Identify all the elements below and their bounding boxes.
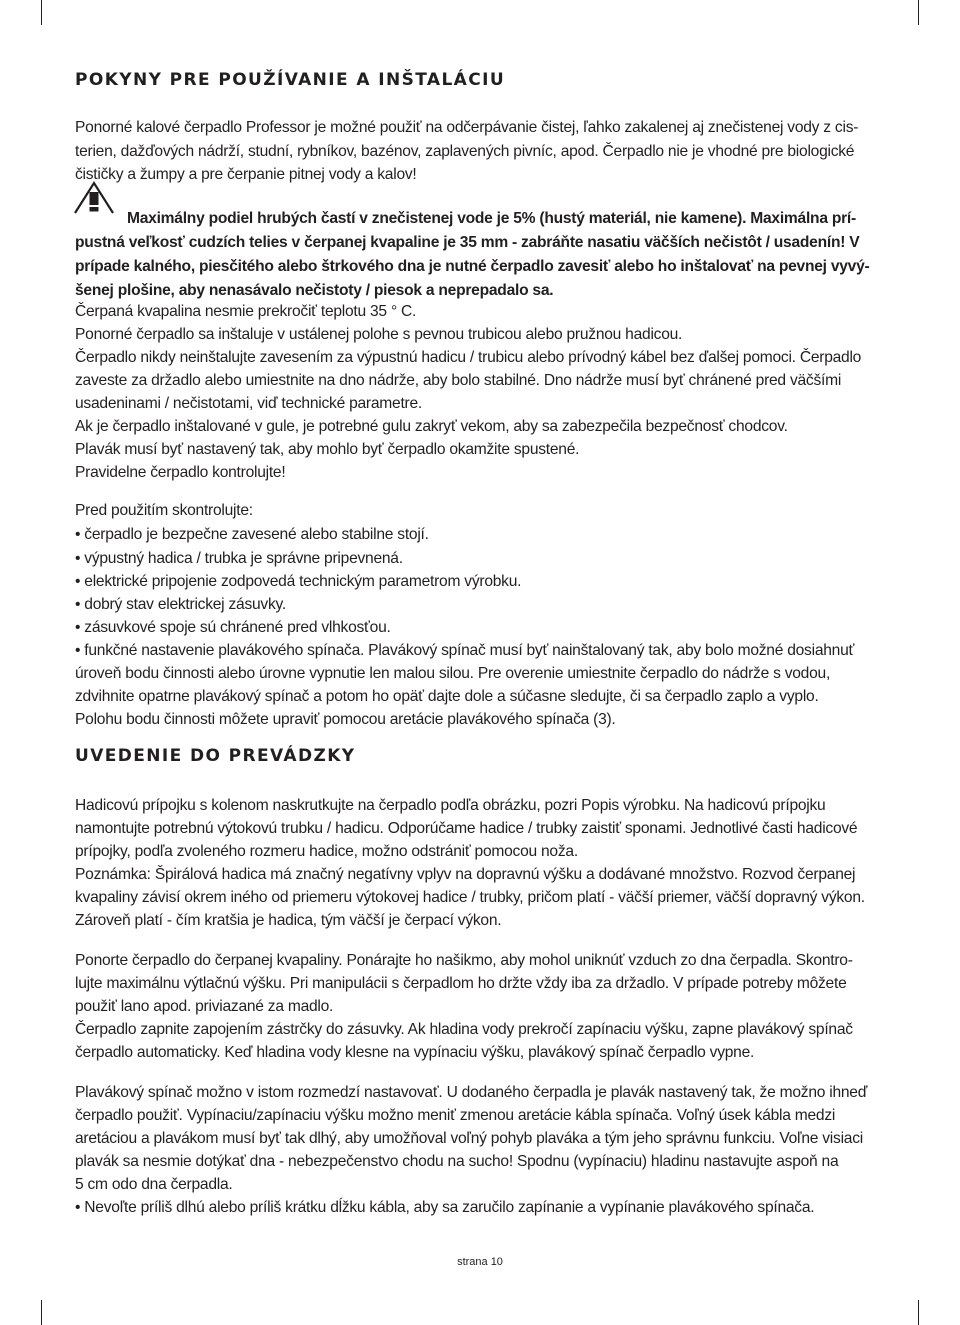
text-line: pustná veľkosť cudzích telies v čerpanej kvapaline je 35 mm - zabráňte nasatiu väčších nečistôt / usadenín! V	[75, 234, 860, 251]
text-line: • dobrý stav elektrickej zásuvky.	[75, 596, 286, 613]
text-line: aretáciou a plavákom musí byť tak dlhý, aby umožňoval voľný pohyb plaváka a tým jeho správnu funkciu. Voľne visiaci	[75, 1130, 863, 1147]
text-line: Pravidelne čerpadlo kontrolujte!	[75, 464, 286, 481]
section-heading-operation: UVEDENIE DO PREVÁDZKY	[75, 746, 356, 766]
text-line: čističky a žumpy a pre čerpanie pitnej vody a kalov!	[75, 166, 417, 183]
text-line: prípade kalného, piesčitého alebo štrkového dna je nutné čerpadlo zavesiť alebo ho inštalovať na pevnej vyvý-	[75, 258, 870, 275]
text-line: Polohu bodu činnosti môžete upraviť pomocou aretácie plavákového spínača (3).	[75, 711, 616, 728]
text-line: Čerpaná kvapalina nesmie prekročiť teplotu 35 ° C.	[75, 303, 417, 320]
text-line: Ak je čerpadlo inštalované v gule, je potrebné gulu zakryť vekom, aby sa zabezpečila bezpečnosť chodcov.	[75, 418, 788, 435]
text-line: Ponorné kalové čerpadlo Professor je možné použiť na odčerpávanie čistej, ľahko zakalenej aj znečistenej vody z cis-	[75, 119, 859, 136]
text-line: Plavák musí byť nastavený tak, aby mohlo byť čerpadlo okamžite spustené.	[75, 441, 580, 458]
text-line: namontujte potrebnú výtokovú trubku / hadicu. Odporúčame hadice / trubky zaistiť sponami. Jednotlivé časti hadicové	[75, 820, 858, 837]
text-line: Hadicovú prípojku s kolenom naskrutkujte na čerpadlo podľa obrázku, pozri Popis výrobku. Na hadicovú prípojku	[75, 797, 826, 814]
text-line: zdvihnite opatrne plavákový spínač a potom ho opäť dajte dole a súčasne sledujte, či sa čerpadlo zaplo a vyplo.	[75, 688, 819, 705]
crop-mark	[918, 0, 919, 25]
text-line: • Nevoľte príliš dlhú alebo príliš krátku dĺžku kábla, aby sa zaručilo zapínanie a vypínanie plavákového spínača.	[75, 1199, 815, 1216]
text-line: • výpustný hadica / trubka je správne pripevnená.	[75, 550, 403, 567]
text-line: 5 cm odo dna čerpadla.	[75, 1176, 233, 1193]
crop-mark	[41, 0, 42, 25]
warning-icon	[72, 180, 116, 216]
text-line: čerpadlo automaticky. Keď hladina vody klesne na vypínaciu výšku, plavákový spínač čerpadlo vypne.	[75, 1044, 755, 1061]
text-line: • zásuvkové spoje sú chránené pred vlhkosťou.	[75, 619, 391, 636]
text-line: Plavákový spínač možno v istom rozmedzí nastavovať. U dodaného čerpadla je plavák nastavený tak, že možno ihneď	[75, 1084, 868, 1101]
text-line: Pred použitím skontrolujte:	[75, 502, 253, 519]
text-line: kvapaliny závisí okrem iného od priemeru výtokovej hadice / trubky, pričom platí - väčší priemer, väčší dopravný výkon.	[75, 889, 865, 906]
text-line: šenej plošine, aby nenasávalo nečistoty / piesok a neprepadalo sa.	[75, 282, 554, 299]
text-line: • funkčné nastavenie plavákového spínača. Plavákový spínač musí byť nainštalovaný tak, aby bolo možné dosiahnuť	[75, 642, 855, 659]
text-line: • elektrické pripojenie zodpovedá technickým parametrom výrobku.	[75, 573, 522, 590]
text-line: použiť lano apod. priviazané za madlo.	[75, 998, 334, 1015]
text-line: úroveň bodu činnosti alebo úrovne vypnutie len malou silou. Pre overenie umiestnite čerpadlo do nádrže s vodou,	[75, 665, 831, 682]
text-line: zaveste za držadlo alebo umiestnite na dno nádrže, aby bolo stabilné. Dno nádrže musí byť chránené pred väčšími	[75, 372, 842, 389]
page-number: strana 10	[457, 1256, 503, 1268]
text-line: lujte maximálnu výtlačnú výšku. Pri manipulácii s čerpadlom ho držte vždy iba za držadlo. V prípade potreby môžete	[75, 975, 847, 992]
text-line: plavák sa nesmie dotýkať dna - nebezpečenstvo chodu na sucho! Spodnu (vypínaciu) hladinu nastavujte aspoň na	[75, 1153, 839, 1170]
text-line: Ponorte čerpadlo do čerpanej kvapaliny. Ponárajte ho našikmo, aby mohol uniknúť vzduch zo dna čerpadla. Skontro-	[75, 952, 853, 969]
text-line: Ponorné čerpadlo sa inštaluje v ustálenej polohe s pevnou trubicou alebo pružnou hadicou.	[75, 326, 683, 343]
section-heading-installation: POKYNY PRE POUŽÍVANIE A INŠTALÁCIU	[75, 70, 506, 90]
text-line: Zároveň platí - čím kratšia je hadica, tým väčší je čerpací výkon.	[75, 912, 502, 929]
text-line: Čerpadlo nikdy neinštalujte zavesením za výpustnú hadicu / trubicu alebo prívodný kábel bez ďalšej pomoci. Čerpadlo	[75, 349, 862, 366]
text-line: Poznámka: Špirálová hadica má značný negatívny vplyv na dopravnú výšku a dodávané množstvo. Rozvod čerpanej	[75, 866, 856, 883]
text-line: Maximálny podiel hrubých častí v znečistenej vode je 5% (hustý materiál, nie kamene). Maximálna prí-	[127, 210, 856, 227]
text-line: prípojky, podľa zvoleného rozmeru hadice, možno odstrániť pomocou noža.	[75, 843, 578, 860]
crop-mark	[41, 1300, 42, 1325]
text-line: • čerpadlo je bezpečne zavesené alebo stabilne stojí.	[75, 526, 429, 543]
text-line: Čerpadlo zapnite zapojením zástrčky do zásuvky. Ak hladina vody prekročí zapínaciu výšku, zapne plavákový spínač	[75, 1021, 853, 1038]
text-line: čerpadlo použiť. Vypínaciu/zapínaciu výšku možno meniť zmenou aretácie kábla spínača. Voľný úsek kábla medzi	[75, 1107, 836, 1124]
text-line: usadeninami / nečistotami, viď technické parametre.	[75, 395, 422, 412]
text-line: terien, dažďových nádrží, studní, rybníkov, bazénov, zaplavených pivníc, apod. Čerpadlo nie je vhodné pre biologické	[75, 143, 855, 160]
crop-mark	[918, 1300, 919, 1325]
